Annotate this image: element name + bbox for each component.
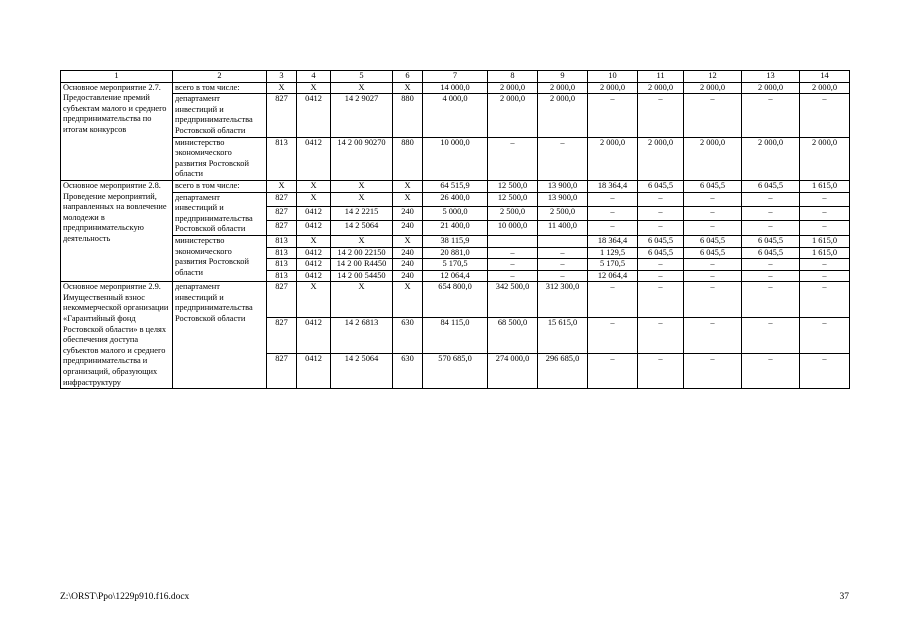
value-cell: 14 2 00 90270 (331, 137, 393, 180)
value-cell: – (684, 317, 742, 353)
value-cell: X (393, 180, 423, 192)
value-cell: – (742, 317, 800, 353)
value-cell: 6 045,5 (638, 235, 684, 247)
value-cell: – (638, 282, 684, 318)
value-cell: 570 685,0 (423, 353, 488, 389)
value-cell: 2 000,0 (742, 137, 800, 180)
value-cell: 12 064,4 (588, 270, 638, 282)
value-cell: 342 500,0 (488, 282, 538, 318)
executor-name: министерство экономического развития Ростовской области (173, 137, 267, 180)
value-cell: 240 (393, 270, 423, 282)
value-cell: 14 000,0 (423, 82, 488, 94)
value-cell: X (331, 235, 393, 247)
value-cell: 827 (267, 282, 297, 318)
value-cell: – (638, 353, 684, 389)
value-cell: 2 500,0 (488, 206, 538, 220)
value-cell: 0412 (297, 137, 331, 180)
value-cell: – (742, 259, 800, 271)
value-cell: X (393, 282, 423, 318)
value-cell: – (488, 137, 538, 180)
value-cell: 240 (393, 221, 423, 235)
measure-name: Основное мероприятие 2.9. Имущественный взнос некоммерческой организации «Гарантийный фонд Ростовской области» в целях обеспечения доступа субъектов малого и среднего предпринимательства и организаций, образующих инфраструктуру (61, 282, 173, 389)
value-cell: – (588, 192, 638, 206)
value-cell: – (684, 270, 742, 282)
table-row (61, 137, 850, 180)
value-cell: 2 000,0 (800, 82, 850, 94)
value-cell: 0412 (297, 94, 331, 137)
value-cell: 0412 (297, 206, 331, 220)
value-cell: 64 515,9 (423, 180, 488, 192)
value-cell: 26 400,0 (423, 192, 488, 206)
executor-name: департамент инвестиций и предпринимательства Ростовской области (173, 282, 267, 389)
value-cell: – (684, 221, 742, 235)
value-cell: 827 (267, 317, 297, 353)
value-cell: 14 2 9027 (331, 94, 393, 137)
value-cell: 2 000,0 (638, 82, 684, 94)
value-cell: 5 000,0 (423, 206, 488, 220)
table-row (61, 94, 850, 137)
executor-name: всего в том числе: (173, 180, 267, 192)
value-cell: – (638, 317, 684, 353)
value-cell: 2 000,0 (588, 82, 638, 94)
table-row (61, 180, 850, 192)
value-cell: – (638, 192, 684, 206)
executor-name: департамент инвестиций и предпринимательства Ростовской области (173, 192, 267, 235)
value-cell: 13 900,0 (538, 180, 588, 192)
table-row (61, 282, 850, 318)
table-row (61, 192, 850, 206)
value-cell: – (488, 259, 538, 271)
value-cell: 240 (393, 206, 423, 220)
value-cell: 827 (267, 353, 297, 389)
column-header: 9 (538, 71, 588, 83)
value-cell: 880 (393, 137, 423, 180)
value-cell: X (297, 282, 331, 318)
value-cell: 240 (393, 259, 423, 271)
value-cell: X (393, 82, 423, 94)
value-cell: – (800, 317, 850, 353)
value-cell: X (331, 192, 393, 206)
value-cell: 2 000,0 (638, 137, 684, 180)
value-cell: 15 615,0 (538, 317, 588, 353)
value-cell: 14 2 00 22150 (331, 247, 393, 259)
value-cell: 38 115,9 (423, 235, 488, 247)
value-cell: – (742, 282, 800, 318)
value-cell: – (638, 270, 684, 282)
value-cell: – (800, 270, 850, 282)
value-cell: 312 300,0 (538, 282, 588, 318)
value-cell: 827 (267, 94, 297, 137)
value-cell: – (588, 282, 638, 318)
value-cell: – (588, 317, 638, 353)
value-cell: – (684, 94, 742, 137)
value-cell: 1 615,0 (800, 180, 850, 192)
value-cell: – (684, 353, 742, 389)
value-cell: 2 000,0 (488, 94, 538, 137)
value-cell: X (297, 235, 331, 247)
value-cell: – (800, 192, 850, 206)
value-cell: 827 (267, 221, 297, 235)
value-cell: – (588, 206, 638, 220)
value-cell: 14 2 2215 (331, 206, 393, 220)
value-cell: 6 045,5 (742, 180, 800, 192)
value-cell: 14 2 00 R4450 (331, 259, 393, 271)
value-cell: 2 000,0 (538, 94, 588, 137)
value-cell: 20 881,0 (423, 247, 488, 259)
value-cell: 274 000,0 (488, 353, 538, 389)
value-cell: 68 500,0 (488, 317, 538, 353)
value-cell (488, 235, 538, 247)
value-cell: 4 000,0 (423, 94, 488, 137)
value-cell: 0412 (297, 259, 331, 271)
column-header: 14 (800, 71, 850, 83)
value-cell: 6 045,5 (684, 180, 742, 192)
value-cell: – (800, 221, 850, 235)
value-cell: X (267, 180, 297, 192)
column-header: 7 (423, 71, 488, 83)
value-cell: 13 900,0 (538, 192, 588, 206)
value-cell: – (684, 282, 742, 318)
value-cell: – (488, 270, 538, 282)
value-cell: 21 400,0 (423, 221, 488, 235)
column-header: 12 (684, 71, 742, 83)
page-number: 37 (839, 592, 849, 602)
value-cell: – (800, 282, 850, 318)
value-cell: X (297, 180, 331, 192)
value-cell: 12 500,0 (488, 192, 538, 206)
value-cell: – (800, 259, 850, 271)
value-cell: 6 045,5 (742, 247, 800, 259)
value-cell: 813 (267, 137, 297, 180)
value-cell: 240 (393, 247, 423, 259)
column-header: 2 (173, 71, 267, 83)
value-cell: X (267, 82, 297, 94)
column-header: 5 (331, 71, 393, 83)
value-cell: 2 500,0 (538, 206, 588, 220)
value-cell: 2 000,0 (488, 82, 538, 94)
value-cell: 11 400,0 (538, 221, 588, 235)
value-cell: 12 500,0 (488, 180, 538, 192)
value-cell: – (742, 94, 800, 137)
value-cell: 18 364,4 (588, 180, 638, 192)
column-header: 4 (297, 71, 331, 83)
value-cell: 6 045,5 (638, 180, 684, 192)
value-cell: X (297, 192, 331, 206)
value-cell: 6 045,5 (638, 247, 684, 259)
value-cell: 2 000,0 (742, 82, 800, 94)
value-cell: – (538, 270, 588, 282)
value-cell: – (638, 94, 684, 137)
value-cell: 296 685,0 (538, 353, 588, 389)
value-cell: 10 000,0 (488, 221, 538, 235)
value-cell: X (393, 192, 423, 206)
value-cell: 0412 (297, 353, 331, 389)
table-row (61, 82, 850, 94)
value-cell: – (638, 206, 684, 220)
value-cell: – (684, 206, 742, 220)
value-cell: 18 364,4 (588, 235, 638, 247)
value-cell: 2 000,0 (538, 82, 588, 94)
value-cell: X (331, 180, 393, 192)
value-cell: 6 045,5 (742, 235, 800, 247)
value-cell: 827 (267, 192, 297, 206)
value-cell: – (800, 353, 850, 389)
value-cell: – (684, 259, 742, 271)
value-cell: 2 000,0 (800, 137, 850, 180)
value-cell: – (638, 221, 684, 235)
column-header: 1 (61, 71, 173, 83)
value-cell: 0412 (297, 270, 331, 282)
value-cell: – (488, 247, 538, 259)
value-cell: 654 800,0 (423, 282, 488, 318)
value-cell: 14 2 5064 (331, 353, 393, 389)
value-cell: X (331, 282, 393, 318)
value-cell: 827 (267, 206, 297, 220)
value-cell: 6 045,5 (684, 247, 742, 259)
value-cell: – (588, 94, 638, 137)
value-cell: – (800, 206, 850, 220)
executor-name: всего в том числе: (173, 82, 267, 94)
value-cell: 630 (393, 353, 423, 389)
value-cell: X (393, 235, 423, 247)
table-body (61, 71, 850, 389)
value-cell: 14 2 5064 (331, 221, 393, 235)
value-cell: 880 (393, 94, 423, 137)
value-cell: – (538, 137, 588, 180)
budget-table (60, 70, 850, 389)
value-cell: – (742, 221, 800, 235)
value-cell: 813 (267, 270, 297, 282)
value-cell: 12 064,4 (423, 270, 488, 282)
value-cell: – (742, 270, 800, 282)
value-cell: – (684, 192, 742, 206)
value-cell: 2 000,0 (588, 137, 638, 180)
column-header: 11 (638, 71, 684, 83)
value-cell: – (742, 192, 800, 206)
value-cell: 1 615,0 (800, 235, 850, 247)
column-header: 8 (488, 71, 538, 83)
value-cell: – (800, 94, 850, 137)
value-cell: – (742, 353, 800, 389)
value-cell: 2 000,0 (684, 82, 742, 94)
executor-name: департамент инвестиций и предпринимательства Ростовской области (173, 94, 267, 137)
value-cell: – (742, 206, 800, 220)
column-header: 6 (393, 71, 423, 83)
value-cell (538, 235, 588, 247)
value-cell: 14 2 00 54450 (331, 270, 393, 282)
value-cell: – (538, 247, 588, 259)
header-row (61, 71, 850, 83)
value-cell: – (588, 221, 638, 235)
column-header: 10 (588, 71, 638, 83)
value-cell: 1 615,0 (800, 247, 850, 259)
measure-name: Основное мероприятие 2.8. Проведение мероприятий, направленных на вовлечение молодежи в предпринимательскую деятельность (61, 180, 173, 281)
executor-name: министерство экономического развития Ростовской области (173, 235, 267, 281)
value-cell: 813 (267, 247, 297, 259)
value-cell: 0412 (297, 317, 331, 353)
measure-name: Основное мероприятие 2.7. Предоставление премий субъектам малого и среднего предпринимательства по итогам конкурсов (61, 82, 173, 180)
value-cell: 0412 (297, 221, 331, 235)
value-cell: 6 045,5 (684, 235, 742, 247)
table-row (61, 235, 850, 247)
value-cell: – (588, 353, 638, 389)
value-cell: 813 (267, 259, 297, 271)
file-path: Z:\ORST\Ppo\1229p910.f16.docx (60, 592, 190, 602)
column-header: 13 (742, 71, 800, 83)
value-cell: 5 170,5 (423, 259, 488, 271)
value-cell: 1 129,5 (588, 247, 638, 259)
value-cell: X (297, 82, 331, 94)
value-cell: 5 170,5 (588, 259, 638, 271)
column-header: 3 (267, 71, 297, 83)
value-cell: X (331, 82, 393, 94)
value-cell: – (638, 259, 684, 271)
value-cell: 0412 (297, 247, 331, 259)
value-cell: – (538, 259, 588, 271)
value-cell: 10 000,0 (423, 137, 488, 180)
value-cell: 630 (393, 317, 423, 353)
value-cell: 813 (267, 235, 297, 247)
value-cell: 14 2 6813 (331, 317, 393, 353)
value-cell: 2 000,0 (684, 137, 742, 180)
value-cell: 84 115,0 (423, 317, 488, 353)
